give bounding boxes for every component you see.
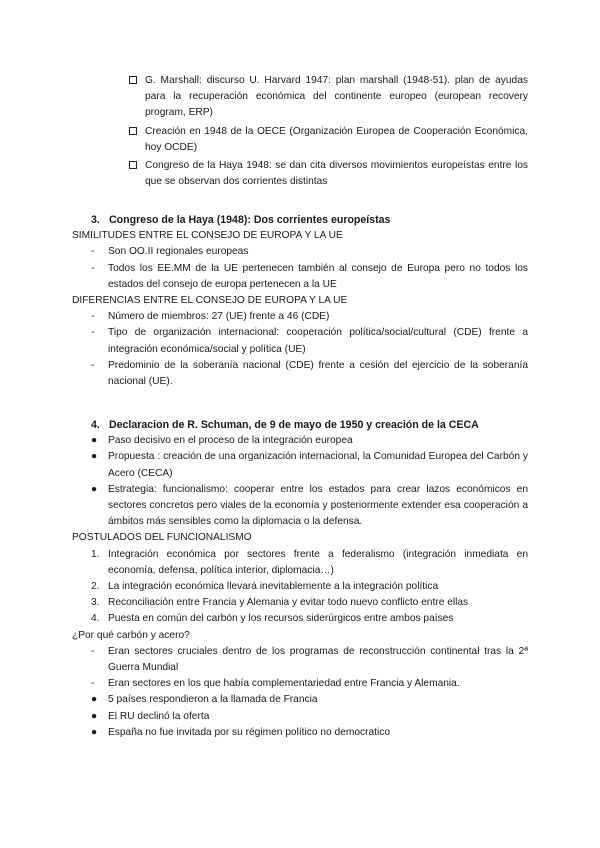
question-label: ¿Por qué carbón y acero? — [72, 629, 190, 641]
bullet-item: ● El RU declinó la oferta — [0, 709, 528, 725]
bullet-marker: ● — [91, 694, 98, 706]
dash-marker: - — [91, 327, 95, 339]
list-item: - Predominio de la soberanía nacional (CDE) frente a cesión del ejercicio de la soberanía nacional (UE). — [91, 359, 528, 388]
number-marker: 1. — [91, 548, 100, 560]
section-4-heading: 4. Declaracion de R. Schuman, de 9 de mayo de 1950 y creación de la CECA — [91, 419, 479, 431]
list-item: - Tipo de organización internacional: cooperación política/social/cultural (CDE) frente a integración económica/social y política (UE) — [91, 327, 528, 355]
bullet-marker: ● — [91, 483, 98, 495]
dash-marker: - — [91, 311, 95, 323]
numbered-item: 1. Integración económica por sectores frente a federalismo (integración inmediata en economía, defensa, política interior, diplomacia…) — [91, 548, 528, 576]
bullet-item: ● Estrategia: funcionalismo: cooperar entre los estados para crear lazos económicos en sectores concretos pero viales de la economía y posteriormente extender esa cooperación a ámbitos más sensibles como la diplomacia o la defensa. — [91, 483, 528, 528]
list-item: - Eran sectores en los que había complementariedad entre Francia y Alemania. — [0, 676, 528, 692]
list-item: - Eran sectores cruciales dentro de los programas de reconstrucción continental tras la 2ª Guerra Mundial — [91, 645, 528, 674]
dash-marker: - — [91, 645, 95, 657]
bullet-item: ● 5 países respondieron a la llamada de Francia — [0, 692, 528, 708]
numbered-item: 4. Puesta en común del carbón y los recursos siderúrgicos entre ambos países — [0, 611, 528, 627]
checklist-item: Creación en 1948 de la OECE (Organización Europea de Cooperación Económica, hoy OCDE) — [0, 124, 528, 156]
similitudes-label: SIMILITUDES ENTRE EL CONSEJO DE EUROPA Y LA UE — [72, 230, 343, 242]
postulados-label: POSTULADOS DEL FUNCIONALISMO — [72, 532, 252, 544]
bullet-item: ● Paso decisivo en el proceso de la integración europea — [0, 433, 528, 449]
dash-marker: - — [91, 246, 95, 258]
list-item: - Número de miembros: 27 (UE) frente a 46 (CDE) — [0, 309, 528, 325]
numbered-item: 3. Reconciliación entre Francia y Alemania y evitar todo nuevo conflicto entre ellas — [0, 595, 528, 611]
diferencias-label: DIFERENCIAS ENTRE EL CONSEJO DE EUROPA Y LA UE — [72, 295, 348, 307]
numbered-item: 2. La integración económica llevará inevitablemente a la integración política — [0, 579, 528, 595]
list-item: - Son OO.II regionales europeas — [0, 244, 528, 260]
list-item: - Todos los EE.MM de la UE pertenecen también al consejo de Europa pero no todos los estados del consejo de europa pertenecen a la UE — [91, 262, 528, 290]
bullet-item: ● Propuesta : creación de una organización internacional, la Comunidad Europea del Carbón y Acero (CECA) — [91, 451, 528, 479]
section-3-heading: 3. Congreso de la Haya (1948): Dos corrientes europeístas — [91, 214, 391, 226]
dash-marker: - — [91, 359, 95, 371]
bullet-marker: ● — [91, 435, 98, 447]
dash-marker: - — [91, 678, 95, 690]
checklist-item: G. Marshall: discurso U. Harvard 1947: plan marshall (1948-51). plan de ayudas para la recuperación económica del continente europeo (european recovery program, ERP) — [0, 73, 528, 122]
bullet-marker: ● — [91, 710, 98, 722]
section-2-checklist — [0, 73, 600, 190]
bullet-marker: ● — [91, 726, 98, 738]
number-marker: 2. — [91, 581, 100, 593]
checkbox-icon — [129, 76, 137, 84]
section-4 — [0, 417, 600, 741]
number-marker: 3. — [91, 597, 100, 609]
bullet-marker: ● — [91, 451, 98, 463]
checkbox-icon — [129, 127, 137, 135]
bullet-item: ● España no fue invitada por su régimen político no democratico — [0, 725, 528, 741]
checkbox-icon — [129, 161, 137, 169]
dash-marker: - — [91, 262, 95, 274]
section-3 — [0, 212, 600, 390]
number-marker: 4. — [91, 613, 100, 625]
checklist-item: Congreso de la Haya 1948: se dan cita diversos movimientos europeístas entre los que se observan dos corrientes distintas — [0, 158, 528, 190]
